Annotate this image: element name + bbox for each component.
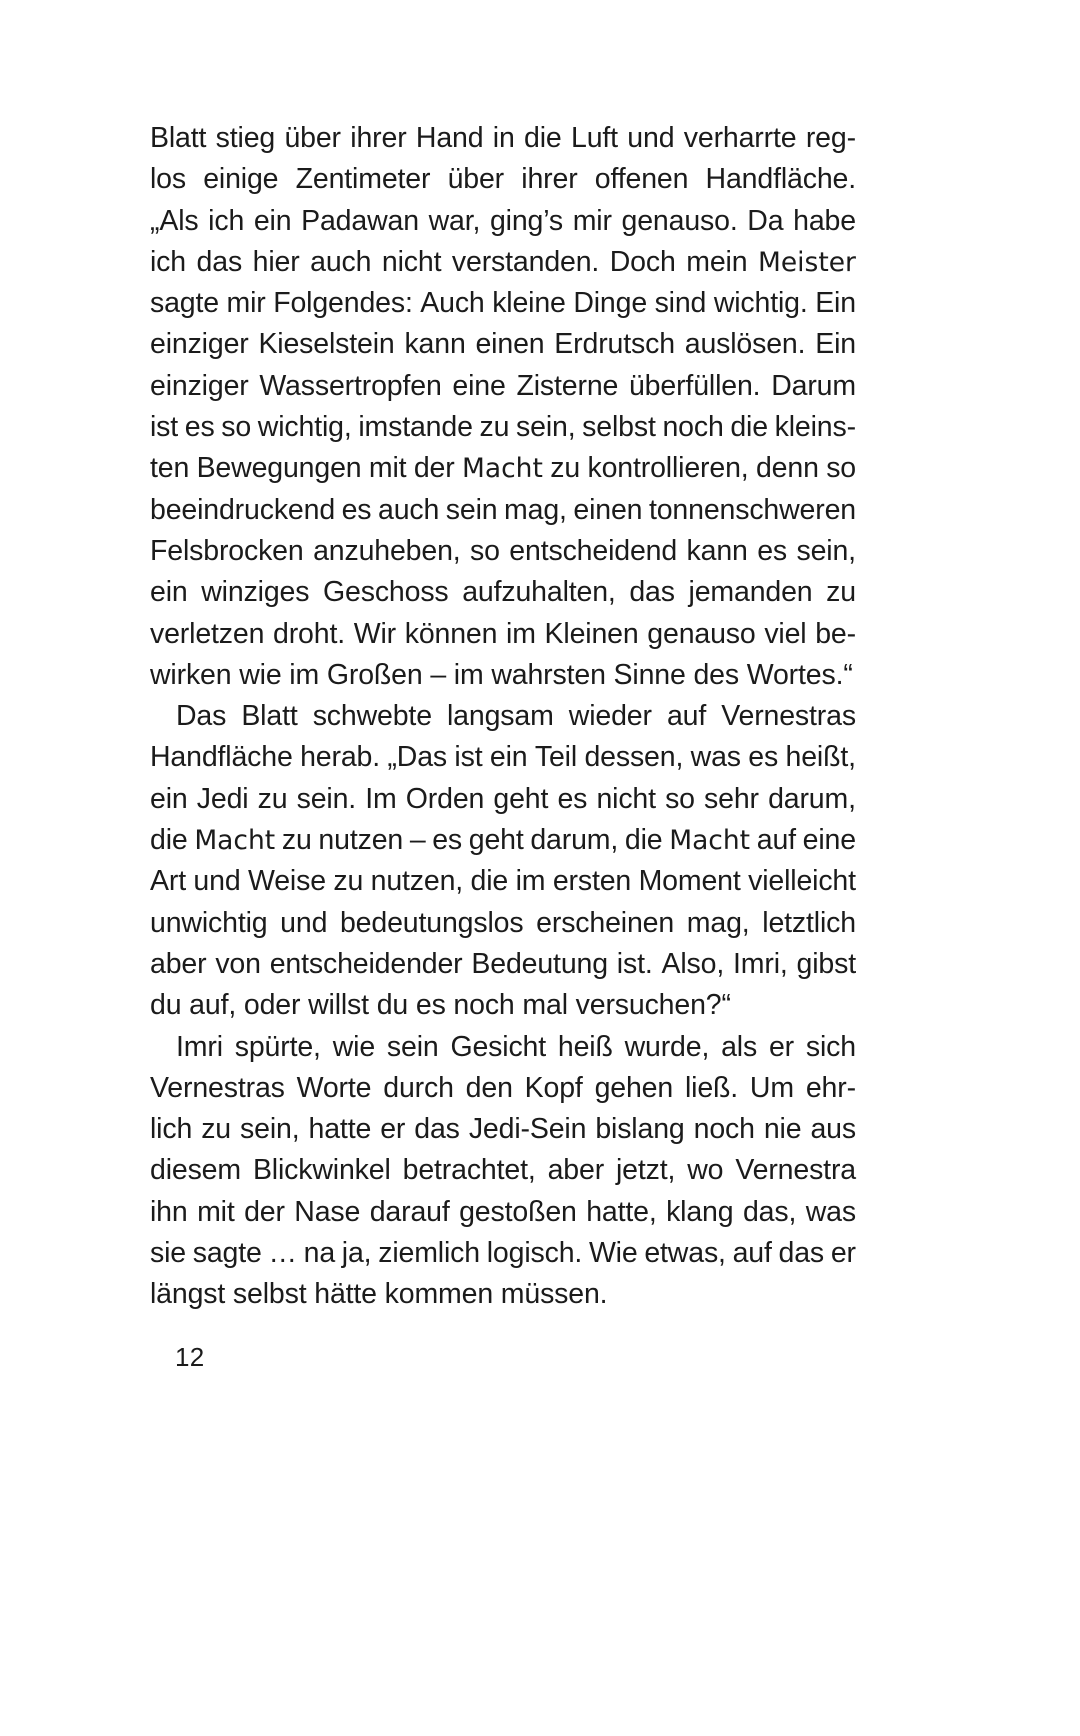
word: Worte <box>296 1071 372 1104</box>
word: Doch <box>609 245 676 278</box>
word: nutzen <box>318 824 404 857</box>
word: habe <box>793 204 856 237</box>
word: vielleicht <box>748 865 856 898</box>
text-line <box>150 820 856 861</box>
word: hier <box>252 245 300 278</box>
word: zu <box>281 824 312 857</box>
word: überfüllen. <box>628 369 761 402</box>
word: wo <box>687 1154 724 1187</box>
word: ist <box>454 741 483 774</box>
word: Vernestras <box>721 700 856 733</box>
word: Hand <box>415 122 484 154</box>
word: und <box>193 865 241 898</box>
word: Moment <box>638 865 741 898</box>
word: zu <box>479 411 510 444</box>
word: die <box>624 824 663 857</box>
word: offenen <box>594 163 689 196</box>
word: ihn <box>150 1195 188 1228</box>
word: jemanden <box>688 576 813 609</box>
word: Folgendes: <box>273 287 413 320</box>
word: be- <box>815 617 856 650</box>
word: so <box>665 782 695 815</box>
text-line <box>150 1274 856 1315</box>
word: heißt, <box>785 741 856 774</box>
text-line <box>150 1068 856 1109</box>
word: viel <box>764 617 807 650</box>
word: kann <box>686 534 748 567</box>
word: das <box>629 576 675 609</box>
word: ihrer <box>350 122 407 154</box>
word: ten <box>150 452 190 485</box>
word: los <box>150 163 186 196</box>
word: ich <box>150 245 186 278</box>
word: so <box>221 411 252 444</box>
word: Imri <box>176 1030 223 1063</box>
word: verstanden. <box>451 245 600 278</box>
word: sein <box>445 493 498 526</box>
word: Nase <box>294 1195 361 1228</box>
word: was <box>690 741 741 774</box>
word: darum, <box>530 824 619 857</box>
word: Zentimeter <box>295 163 431 196</box>
word: zu <box>550 452 581 485</box>
word: nie <box>763 1113 802 1146</box>
text-line <box>150 944 856 985</box>
word: noch <box>662 411 724 444</box>
word: selbst <box>582 411 656 444</box>
word: spürte, <box>234 1030 321 1063</box>
word: zu <box>201 1113 232 1146</box>
word: kann <box>404 328 466 361</box>
page-number: 12 <box>175 1342 205 1372</box>
word: genauso <box>647 617 756 650</box>
text-line <box>150 283 856 324</box>
word: Weise <box>247 865 326 898</box>
text-line <box>150 696 856 737</box>
word: nicht <box>381 245 442 278</box>
word: Bedeutung <box>471 947 608 980</box>
word: genauso. <box>621 204 738 237</box>
word: ließ. <box>684 1071 739 1104</box>
word: beeindruckend <box>150 493 336 526</box>
body-text <box>150 118 856 1316</box>
text-line <box>150 779 856 820</box>
word: Ein <box>815 328 856 361</box>
word: Kieselstein <box>258 328 395 361</box>
text-line <box>150 490 856 531</box>
word: Gesicht <box>450 1030 547 1063</box>
word: erscheinen <box>536 906 675 939</box>
word: er <box>380 1113 406 1146</box>
word: zu <box>257 782 288 815</box>
text-line <box>150 201 856 242</box>
word: sagte <box>150 287 219 320</box>
word: eine <box>802 824 856 857</box>
word: noch <box>693 1113 755 1146</box>
word: es <box>757 534 788 567</box>
word: hatte, <box>586 1195 657 1228</box>
word: nicht <box>596 782 656 815</box>
word: na <box>303 1237 336 1270</box>
word: mit <box>197 1195 235 1228</box>
word: klang <box>666 1195 734 1228</box>
word: wirken wie im Großen – im wahrsten Sinne des Wortes.“ <box>150 658 853 691</box>
word: kontrollieren, <box>587 452 749 485</box>
text-line <box>150 366 856 407</box>
word: … <box>268 1237 297 1270</box>
word: du auf, oder willst du es noch mal versuchen?“ <box>150 989 731 1022</box>
word: anzuheben, <box>313 534 461 567</box>
word: Kopf <box>524 1071 583 1104</box>
text-line <box>150 655 856 696</box>
word: Erdrutsch <box>554 328 675 361</box>
word: Wir <box>353 617 396 650</box>
word: ich <box>208 204 245 237</box>
text-line <box>150 531 856 572</box>
word: bislang <box>595 1113 685 1146</box>
word: über <box>447 163 505 196</box>
word: ist <box>150 411 179 444</box>
word: verletzen <box>150 617 265 650</box>
word: auf <box>756 824 796 857</box>
word: das <box>196 245 243 278</box>
emphasised-word: Macht <box>194 825 276 857</box>
word: entscheidender <box>269 947 463 980</box>
text-line <box>150 448 856 489</box>
word: Blatt <box>150 122 207 154</box>
word: aufzuhalten, <box>462 576 616 609</box>
word: nutzen, <box>370 865 464 898</box>
word: Handfläche. <box>705 163 856 196</box>
text-line <box>150 861 856 902</box>
word: ein <box>150 576 188 609</box>
word: hatte <box>308 1113 372 1146</box>
word: winziges <box>201 576 310 609</box>
word: in <box>492 122 515 154</box>
word: aber <box>150 947 207 980</box>
word: es <box>557 782 588 815</box>
word: Wie <box>588 1237 638 1270</box>
word: den <box>465 1071 513 1104</box>
text-line <box>150 1192 856 1233</box>
word: herab. <box>300 741 381 774</box>
text-line <box>150 407 856 448</box>
word: reg- <box>805 122 856 154</box>
word: Teil <box>534 741 578 774</box>
word: war, <box>428 204 481 237</box>
word: verharrte <box>683 122 797 154</box>
word: einen <box>475 328 545 361</box>
word: jetzt, <box>616 1154 676 1187</box>
word: zu <box>826 576 856 609</box>
word: einziger <box>150 369 249 402</box>
word: bedeutungslos <box>339 906 524 939</box>
word: das <box>778 1237 825 1270</box>
word: „Das <box>387 741 447 774</box>
word: geht <box>493 782 549 815</box>
word: einen <box>573 493 643 526</box>
word: sich <box>805 1030 856 1063</box>
word: mit <box>368 452 407 485</box>
word: Blatt <box>241 700 298 733</box>
text-line <box>150 1233 856 1274</box>
word: Imri, <box>733 947 788 980</box>
word: Bewegungen <box>196 452 362 485</box>
word: im <box>506 617 536 650</box>
word: ehr- <box>805 1071 856 1104</box>
word: einige <box>203 163 279 196</box>
word: „Als <box>150 204 199 237</box>
text-line <box>150 614 856 655</box>
word: Das <box>176 700 227 733</box>
word: sein <box>386 1030 439 1063</box>
word: dessen, <box>584 741 684 774</box>
word: Jedi <box>196 782 249 815</box>
text-line <box>150 985 856 1026</box>
word: auch <box>310 245 372 278</box>
word: tonnenschweren <box>648 493 856 526</box>
word: zu <box>333 865 364 898</box>
word: darauf <box>369 1195 450 1228</box>
word: Luft <box>571 122 618 154</box>
word: Also, <box>661 947 725 980</box>
word: imstande <box>358 411 473 444</box>
word: Dinge <box>573 287 648 320</box>
word: gibst <box>796 947 856 980</box>
word: heiß <box>557 1030 613 1063</box>
word: es <box>184 411 215 444</box>
word: mir <box>226 287 266 320</box>
word: können <box>404 617 498 650</box>
word: es <box>748 741 779 774</box>
word: geht <box>468 824 524 857</box>
word: wurde, <box>624 1030 710 1063</box>
word: so <box>826 452 856 485</box>
word: Jedi-Sein <box>468 1113 587 1146</box>
word: eine <box>452 369 506 402</box>
word: aus <box>810 1113 856 1146</box>
word: ziemlich <box>378 1237 480 1270</box>
word: auslösen. <box>684 328 806 361</box>
word: Padawan <box>301 204 419 237</box>
word: – <box>409 824 426 857</box>
word: der <box>244 1195 285 1228</box>
emphasised-word: Macht <box>462 453 543 485</box>
word: Felsbrocken <box>150 534 304 567</box>
word: Vernestra <box>735 1154 856 1187</box>
word: die <box>524 122 562 154</box>
word: ersten <box>552 865 632 898</box>
word: kleins- <box>774 411 856 444</box>
word: Art <box>150 865 186 898</box>
text-line <box>150 1150 856 1191</box>
emphasised-word: Meister <box>758 246 856 278</box>
word: langsam <box>447 700 554 733</box>
word: sein, <box>240 1113 300 1146</box>
word: die <box>730 411 768 444</box>
word: lich <box>150 1113 193 1146</box>
text-line <box>150 242 856 283</box>
word: entscheidend <box>509 534 678 567</box>
word: diesem <box>150 1154 241 1187</box>
word: das <box>414 1113 460 1146</box>
word: schwebte <box>312 700 432 733</box>
word: Geschoss <box>323 576 449 609</box>
word: Darum <box>771 369 856 402</box>
word: ein <box>150 782 188 815</box>
word: die <box>470 865 509 898</box>
word: gehen <box>594 1071 674 1104</box>
word: Vernestras <box>150 1071 285 1104</box>
word: gestoßen <box>459 1195 577 1228</box>
word: wieder <box>568 700 652 733</box>
word: stieg <box>215 122 276 154</box>
word: Um <box>749 1071 794 1104</box>
word: droht. <box>273 617 345 650</box>
text-line <box>150 1027 856 1068</box>
word: auch <box>378 493 440 526</box>
word: Wassertropfen <box>259 369 442 402</box>
word: mein <box>686 245 748 278</box>
word: ja, <box>341 1237 372 1270</box>
text-line <box>150 118 856 159</box>
word: Im <box>365 782 397 815</box>
text-line <box>150 737 856 778</box>
word: und <box>627 122 675 154</box>
word: so <box>470 534 500 567</box>
word: mag, <box>686 906 750 939</box>
word: Zisterne <box>516 369 619 402</box>
word: einziger <box>150 328 249 361</box>
text-line <box>150 1109 856 1150</box>
word: die <box>150 824 188 857</box>
word: sein, <box>516 411 576 444</box>
word: sagte <box>192 1237 262 1270</box>
word: ihrer <box>521 163 578 196</box>
word: mir <box>572 204 612 237</box>
word: über <box>284 122 341 154</box>
word: ist. <box>616 947 653 980</box>
text-line <box>150 159 856 200</box>
word: Blickwinkel <box>252 1154 391 1187</box>
word: kleine <box>492 287 566 320</box>
word: darum, <box>768 782 856 815</box>
word: er <box>830 1237 856 1270</box>
word: Da <box>747 204 784 237</box>
word: wichtig, <box>257 411 352 444</box>
word: sein, <box>796 534 856 567</box>
word: Ein <box>815 287 856 320</box>
emphasised-word: Macht <box>669 825 751 857</box>
word: was <box>805 1195 856 1228</box>
word: und <box>280 906 328 939</box>
word: ein <box>253 204 292 237</box>
word: mag, <box>504 493 567 526</box>
word: auf <box>666 700 707 733</box>
word: wichtig. <box>713 287 808 320</box>
word: das, <box>742 1195 797 1228</box>
word: betrachtet, <box>402 1154 536 1187</box>
word: unwichtig <box>150 906 268 939</box>
word: denn <box>755 452 819 485</box>
text-line <box>150 903 856 944</box>
word: durch <box>383 1071 454 1104</box>
word: sind <box>654 287 707 320</box>
word: ging’s <box>489 204 564 237</box>
word: etwas, <box>644 1237 726 1270</box>
word: Orden <box>405 782 485 815</box>
text-line <box>150 324 856 365</box>
word: letztlich <box>762 906 856 939</box>
word: sein. <box>296 782 357 815</box>
word: auf <box>732 1237 772 1270</box>
word: der <box>413 452 455 485</box>
word: Handfläche <box>150 741 293 774</box>
word: sie <box>150 1237 186 1270</box>
text-line <box>150 572 856 613</box>
word: wie <box>332 1030 376 1063</box>
word: sehr <box>704 782 759 815</box>
word: es <box>432 824 463 857</box>
word: ein <box>489 741 528 774</box>
word: als <box>721 1030 758 1063</box>
word: Kleinen <box>544 617 639 650</box>
word: von <box>215 947 261 980</box>
word: aber <box>547 1154 605 1187</box>
word: es <box>341 493 372 526</box>
word: im <box>515 865 546 898</box>
word: logisch. <box>486 1237 583 1270</box>
word: Auch <box>420 287 485 320</box>
word: er <box>768 1030 794 1063</box>
word: längst selbst hätte kommen müssen. <box>150 1278 608 1311</box>
